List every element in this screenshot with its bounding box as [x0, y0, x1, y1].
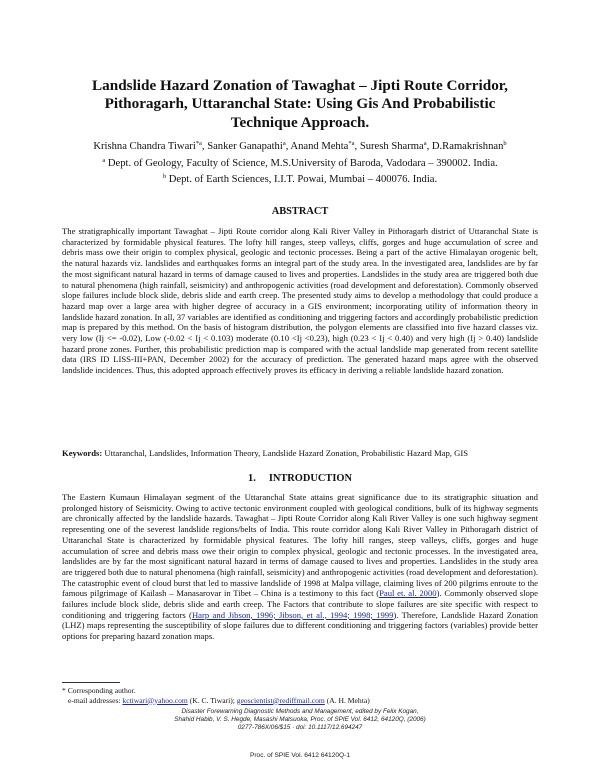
introduction-paragraph — [62, 492, 538, 642]
author-sup: a — [423, 140, 427, 147]
affiliation-sup: b — [162, 173, 167, 181]
footnote — [62, 686, 538, 705]
author-block — [30, 137, 570, 187]
email-link[interactable]: kctiwari@yahoo.com — [122, 695, 188, 705]
section-heading-introduction: 1. INTRODUCTION — [248, 473, 352, 484]
paper-title — [40, 77, 560, 132]
keywords-line — [62, 448, 538, 459]
proceedings-line: 0277-786X/06/$15 · doi: 10.1117/12.694247 — [237, 724, 363, 731]
title-line: Landslide Hazard Zonation of Tawaghat – Jipti Route Corridor, — [92, 77, 508, 94]
proceedings-line: Disaster Forewarning Diagnostic Methods and Management, edited by Felix Kogan, — [181, 708, 419, 715]
affiliation-text: Dept. of Geology, Faculty of Science, M.S.University of Baroda, Vadodara – 390002. India. — [107, 157, 498, 169]
keywords-text: Uttaranchal, Landslides, Information Theory, Landslide Hazard Zonation, Probabilistic Hazard Map, GIS — [104, 448, 468, 458]
author-sup: a — [282, 140, 286, 147]
affiliation-text: Dept. of Earth Sciences, I.I.T. Powai, Mumbai – 400076. India. — [168, 174, 438, 186]
author-sup: *a — [195, 140, 202, 147]
author-name: Krishna Chandra Tiwari — [93, 141, 196, 152]
citation-link[interactable]: Paul et. al. 2000 — [379, 588, 437, 599]
author-name: Anand Mehta — [290, 141, 349, 152]
introduction-text — [62, 492, 538, 642]
intro-text-segment: ). Therefore, Landslide Hazard Zonation (LHZ) maps representing the susceptibility of slope failures due to different conditioning and triggering factors (variables) provide better options for preparing hazard zonation maps. — [62, 609, 538, 642]
affiliation — [30, 170, 570, 187]
affiliation-sup: a — [102, 156, 106, 164]
email-label: e-mail addresses: — [68, 695, 123, 705]
citation-link[interactable]: Harp and Jibson, 1996; Jibson, et al., 1994; 1998; 1999 — [191, 609, 394, 620]
author-list: Krishna Chandra Tiwari$^{*a}$, Sanker Ganapathi$^a$, Anand Mehta$^{*a}$, Suresh Sharma$^a$, D.Ramakrishnan$^b$ — [93, 140, 507, 152]
email-owner: (A. H. Mehta) — [324, 695, 370, 705]
title-line: Pithoragarh, Uttaranchal State: Using Gis And Probabilistic — [104, 95, 496, 113]
affiliation — [30, 154, 570, 171]
author-name: Sanker Ganapathi — [207, 141, 283, 152]
footnote-corresponding: * Corresponding author. — [62, 686, 136, 695]
abstract-heading: ABSTRACT — [271, 206, 329, 217]
proceedings-line: Shahid Habib, V. S. Hegde, Masashi Matsuoka, Proc. of SPIE Vol. 6412, 64120Q, (2006) — [174, 716, 426, 723]
author-sup: *a — [348, 140, 355, 147]
intro-text-segment: The Eastern Kumaun Himalayan segment of the Uttaranchal State attains great significance due to its stratigraphic situation and prolonged history of Seismicity. Owing to active tectonic environment coupled with geological conditions, bulk of its highway segments are chronically affected by the landslide hazards. Tawaghat – Jipti Route Corridor along Kali River Valley is one such highway segment representing one of the severest landslide regions/belts of India. This route corridor along Kali River Valley in Pithoragarh district of Uttaranchal State is characterized by formidable physical features. The lofty hill ranges, steep valleys, cliffs, gorges and huge accumulation of scree and debris mass owe their origin to complex physical, geologic and tectonic processes. In the investigated area, landslides are by far the most significant natural hazard in terms of damage caused to lives and properties. Landslides in the study area are triggered both due to natural phenomena (high rainfall, seismicity) and anthropogenic activities (road development and deforestation). The catastrophic event of cloud burst that led to massive landslide of 1998 at Malpa village, claiming lives of 200 pilgrims enroute to the famous pilgrimage of Kailash – Manasarovar in Tibet – China is a testimony to this fact ( — [62, 492, 538, 599]
email-owner: (K. C. Tiwari); — [187, 695, 237, 705]
page-identifier: Proc. of SPIE Vol. 6412 64120Q-1 — [249, 752, 351, 759]
author-name: Suresh Sharma — [359, 141, 424, 152]
proceedings-info — [150, 708, 450, 732]
keywords-label: Keywords: — [62, 448, 103, 458]
author-name: D.Ramakrishnan — [431, 141, 504, 152]
footnote-emails — [62, 696, 538, 706]
author-sup: b — [503, 140, 507, 147]
abstract-text — [62, 226, 538, 376]
email-link[interactable]: geoscientist@rediffmail.com — [236, 695, 325, 705]
footnote-rule — [62, 682, 120, 683]
abstract-paragraph: The stratigraphically important Tawaghat – Jipti Route corridor along Kali River Valley in Pithoragarh district of Uttaranchal State is characterized by formidable physical features. The lofty hill ranges, steep valleys, cliffs, gorges and huge accumulation of scree and debris mass owe their origin to complex physical, geologic and tectonic processes. Being a part of the active Himalayan orogenic belt, the natural hazards viz. landslides and earthquakes forms an integral part of the study area. In the investigated area, landslides are by far the most significant natural hazard in terms of damage caused to lives and properties. Landslides in the study area are triggered both due to natural phenomena (high rainfall, seismicity) and anthropogenic activities (road development and deforestation). Commonly observed slope failures include block slide, debris slide and earth creep. The presented study aims to develop a methodology that could produce a hazard map over a large area with higher degree of accuracy in a GIS environment; incorporating utility of information theory in landslide hazard zonation. In all, 37 variables are identified as conditioning and triggering factors and accordingly probabilistic prediction map is prepared by this method. On the basis of histogram distribution, the polygon elements are classified into five hazard classes viz. very low (Ij <= -0.02), Low (-0.02 < Ij < 0.103) moderate (0.10 <Ij <0.23), high (0.23 < Ij < 0.40) and very high (Ij > 0.40) landslide hazard prone zones. Further, this probabilistic prediction map is compared with the actual landslide map generated from recent satellite data (IRS ID LISS-III+PAN, December 2002) for the accuracy of prediction. The generated hazard maps agree with the observed landslide incidences. Thus, this adopted approach effectively proves its efficacy in deriving a reliable landslide hazard zonation. — [62, 226, 538, 376]
intro-text-segment: ). Commonly observed slope failures include block slide, debris slide and earth creep. The Factors that contribute to slope failures are site specific with respect to conditioning and triggering factors ( — [62, 588, 538, 620]
title-line: Technique Approach. — [230, 113, 370, 131]
